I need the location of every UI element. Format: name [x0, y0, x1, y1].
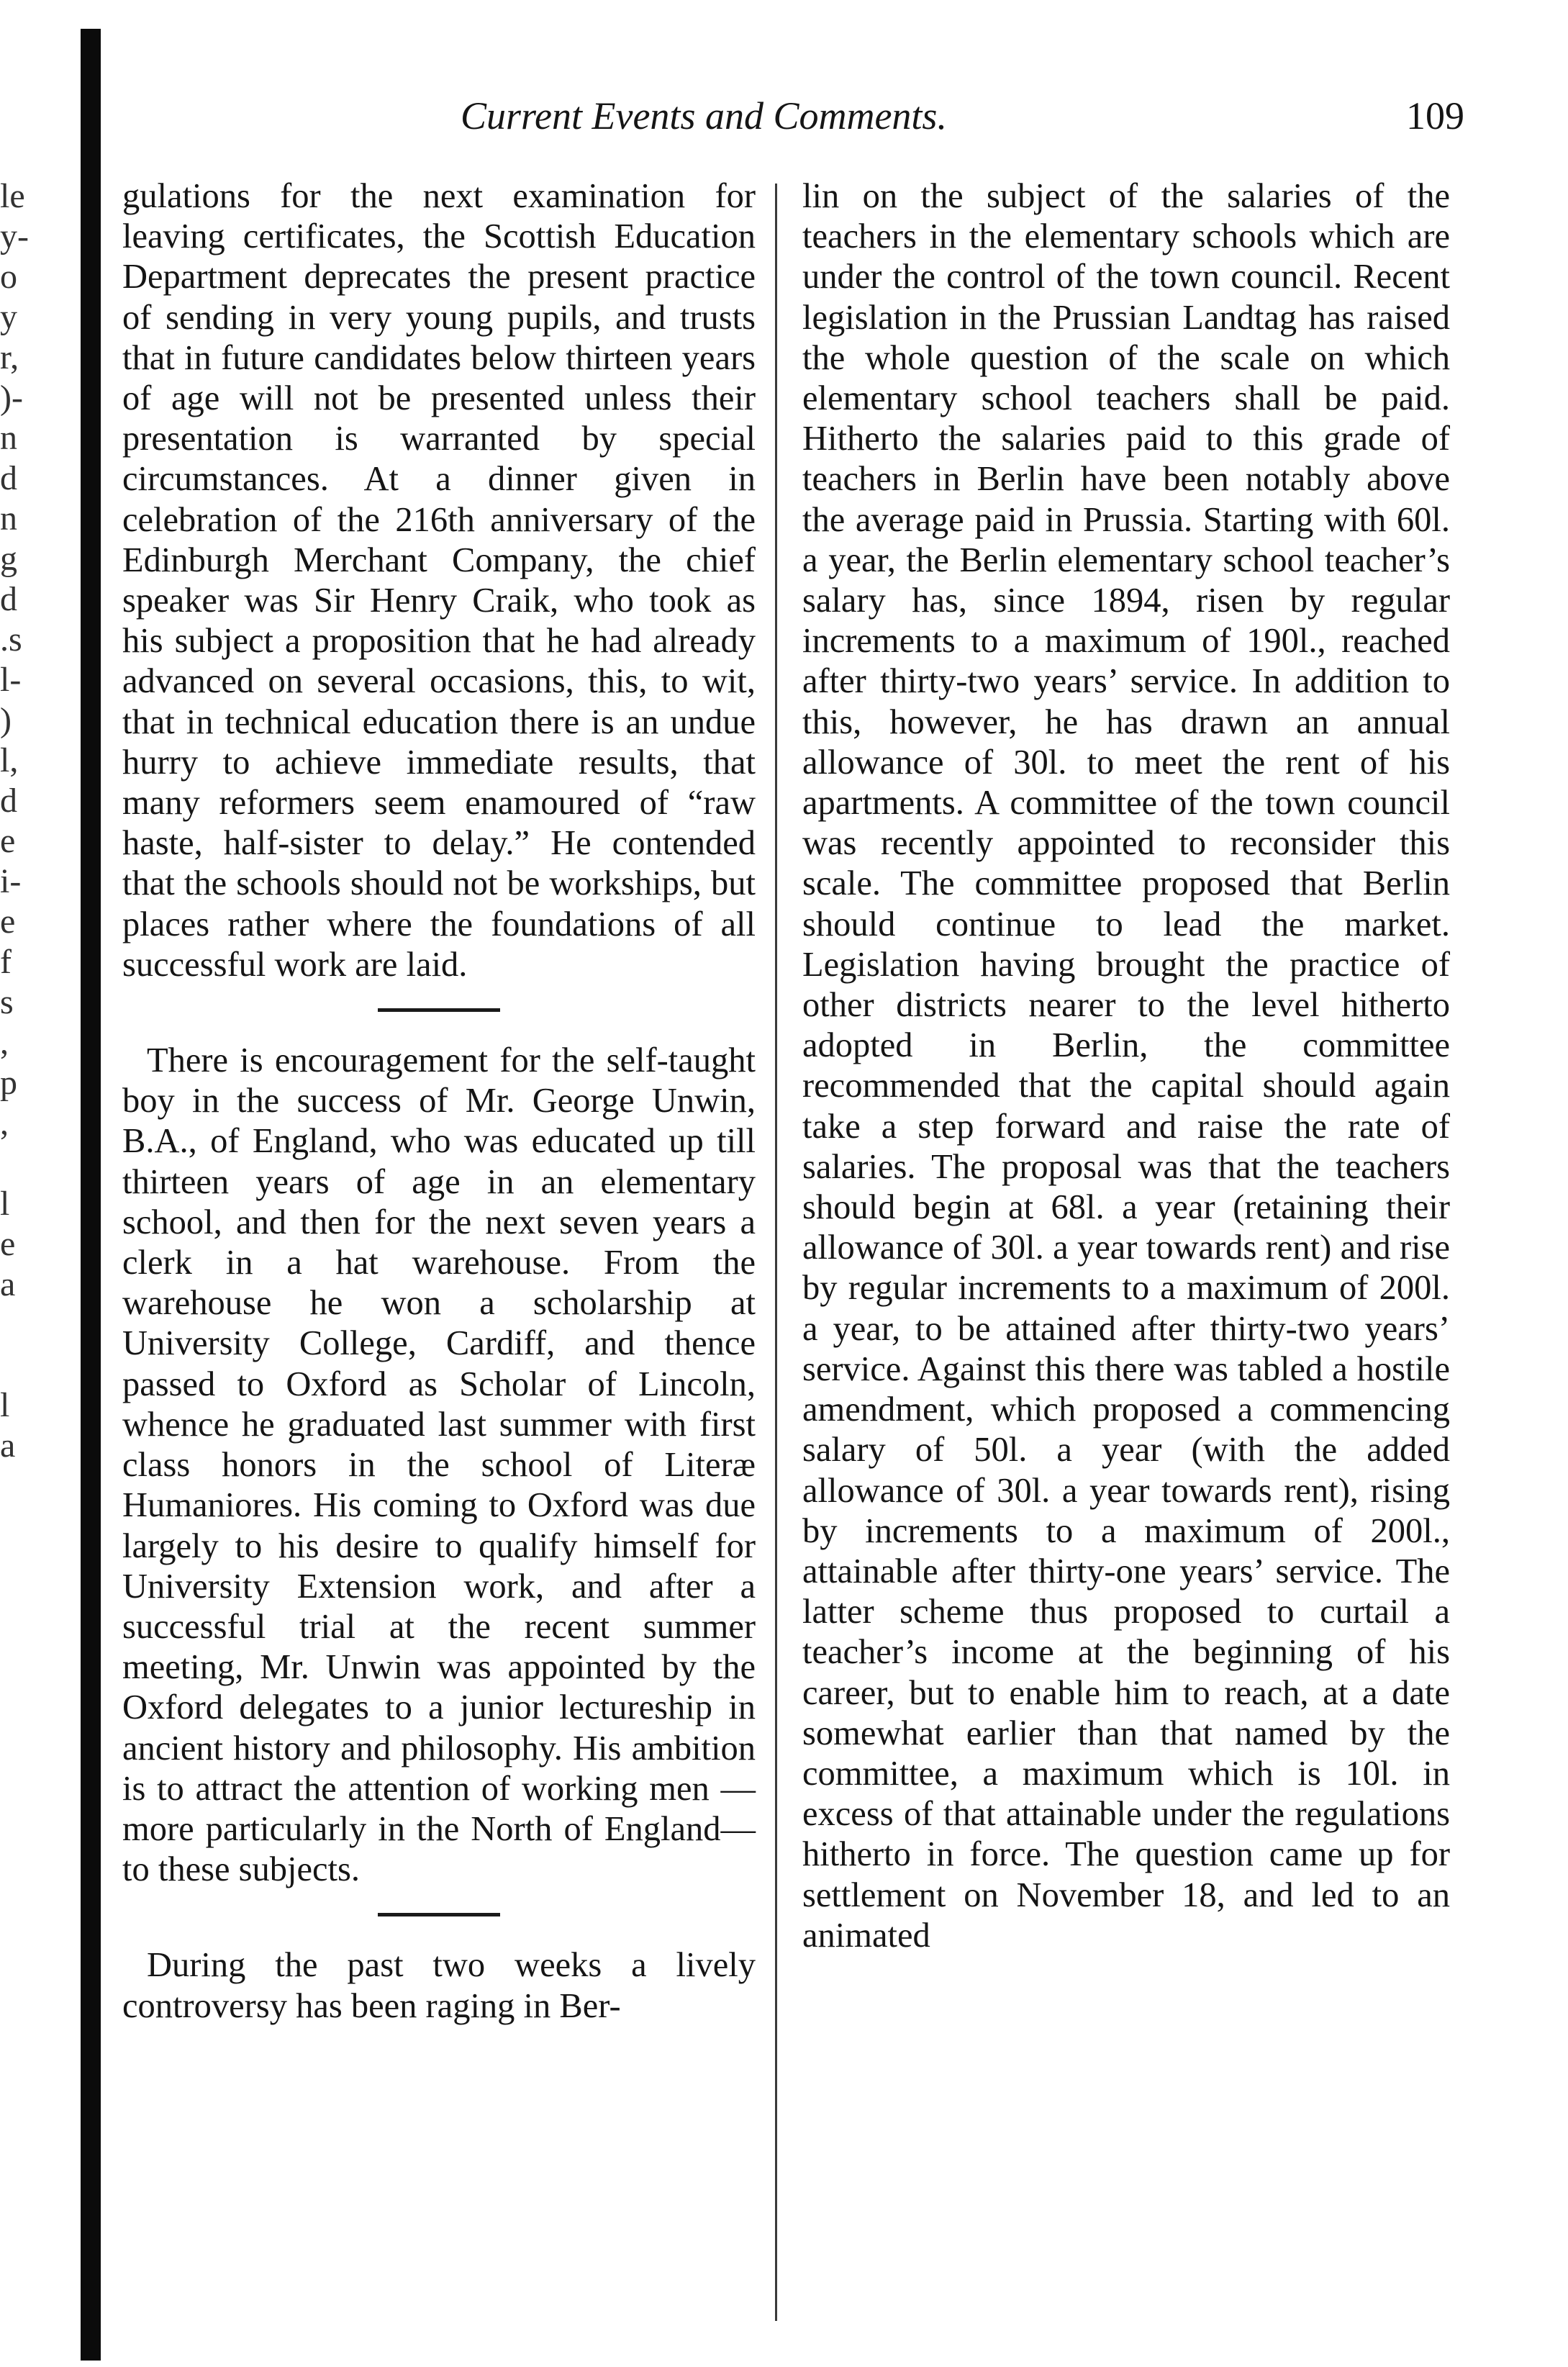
margin-fragment: d — [0, 580, 17, 618]
paragraph-scottish-exams: gulations for the next examination for leaving certificates, the Scottish Education Department deprecates the present practice of sending in very young pupils, and trusts that in future candidates below thirteen years of age will not be presented unless their presentation is warranted by special circumstances. At a dinner given in celebration of the 216th anniversary of the Edinburgh Merchant Company, the chief speaker was Sir Henry Craik, who took as his subject a proposition that he had already advanced on several occasions, this, to wit, that in technical education there is an undue hurry to achieve immediate results, that many reformers seem enamoured of “raw haste, half-sister to delay.” He contended that the schools should not be workships, but places rather where the foundations of all successful work are laid. — [122, 177, 756, 984]
margin-fragment — [0, 1144, 72, 1184]
margin-fragment: e — [0, 1225, 16, 1263]
margin-fragment: p — [0, 1064, 17, 1102]
margin-fragment: le — [0, 177, 25, 215]
paragraph-berlin-salaries: lin on the subject of the salaries of the teachers in the elementary schools which are under the control of the town council. Recent legislation in the Prussian Landtag has raised the whole question of the scale on which elementary school teachers shall be paid. Hitherto the salaries paid to this grade of teachers in Berlin have been notably above the average paid in Prussia. Starting with 60l. a year, the Berlin elementary school teacher’s salary has, since 1894, risen by regular increments to a maximum of 190l., reached after thirty-two years’ service. In addition to this, however, he has drawn an annual allowance of 30l. to meet the rent of his apartments. A committee of the town council was recently appointed to reconsider this scale. The committee proposed that Berlin should continue to lead the market. Legislation having brought the practice of other districts nearer to the level hitherto adopted in Berlin, the committee recommended that the capital should again take a step forward and raise the rate of salaries. The proposal was that the teachers should begin at 68l. a year (retaining their allowance of 30l. a year towards rent) and rise by regular increments to a maximum of 200l. a year, to be attained after thirty-two years’ service. Against this there was tabled a hostile amendment, which proposed a commencing salary of 50l. a year (with the added allowance of 30l. a year towards rent), rising by increments to a maximum of 200l., attainable after thirty-one years’ service. The latter scheme thus proposed to curtail a teacher’s income at the beginning of his career, but to enable him to reach, at a date somewhat earlier than that named by the committee, a maximum which is 10l. in excess of that attainable under the regulations hitherto in force. The question came up for settlement on November 18, and led to an animated — [802, 177, 1450, 1955]
binding-shadow — [81, 29, 101, 2361]
margin-fragment: d — [0, 459, 17, 497]
paragraph-berlin-controversy: During the past two weeks a lively controversy has been raging in Ber- — [122, 1946, 756, 2025]
margin-fragment: , — [0, 1104, 9, 1142]
margin-fragment: o — [0, 258, 17, 296]
margin-fragment: g — [0, 540, 17, 578]
margin-fragment: ) — [0, 701, 12, 739]
page-number: 109 — [1406, 94, 1464, 137]
margin-fragment — [0, 1305, 72, 1345]
margin-fragment: , — [0, 1023, 9, 1062]
margin-fragment: a — [0, 1426, 16, 1465]
margin-fragment: y — [0, 298, 17, 336]
margin-fragment — [0, 1345, 72, 1385]
margin-fragment: e — [0, 822, 16, 860]
margin-fragment: d — [0, 782, 17, 820]
margin-fragment: l- — [0, 661, 22, 699]
page-header — [461, 86, 1464, 151]
running-title: Current Events and Comments. — [461, 94, 947, 137]
left-margin-fragments — [0, 176, 72, 1466]
margin-fragment: f — [0, 943, 12, 981]
margin-fragment: n — [0, 419, 17, 457]
right-column — [802, 176, 1450, 1956]
paragraph-george-unwin: There is encouragement for the self-taught boy in the success of Mr. George Unwin, B.A., of England, who was educated up till thirteen years of age in an elementary school, and then for the next seven years a clerk in a hat warehouse. From the warehouse he won a scholarship at University College, Cardiff, and thence passed to Oxford as Scholar of Lincoln, whence he graduated last summer with first class honors in the school of Literæ Humaniores. His coming to Oxford was due largely to his desire to qualify himself for University Extension work, and after a successful trial at the recent summer meeting, Mr. Unwin was appointed by the Oxford delegates to a junior lectureship in ancient history and philosophy. His ambition is to attract the attention of working men —more particularly in the North of England—to these subjects. — [122, 1041, 756, 1889]
section-divider — [378, 1008, 500, 1012]
margin-fragment: )- — [0, 379, 23, 417]
margin-fragment: l — [0, 1185, 10, 1223]
column-divider-rule — [775, 184, 777, 2321]
margin-fragment: l — [0, 1386, 10, 1424]
margin-fragment: a — [0, 1265, 16, 1303]
margin-fragment: s — [0, 983, 14, 1021]
margin-fragment: y- — [0, 217, 29, 255]
margin-fragment: i- — [0, 862, 22, 900]
margin-fragment: l, — [0, 741, 19, 779]
left-column — [122, 176, 756, 2027]
margin-fragment: r, — [0, 338, 19, 376]
margin-fragment: .s — [0, 620, 22, 658]
section-divider — [378, 1913, 500, 1916]
margin-fragment: e — [0, 902, 16, 941]
margin-fragment: n — [0, 499, 17, 538]
